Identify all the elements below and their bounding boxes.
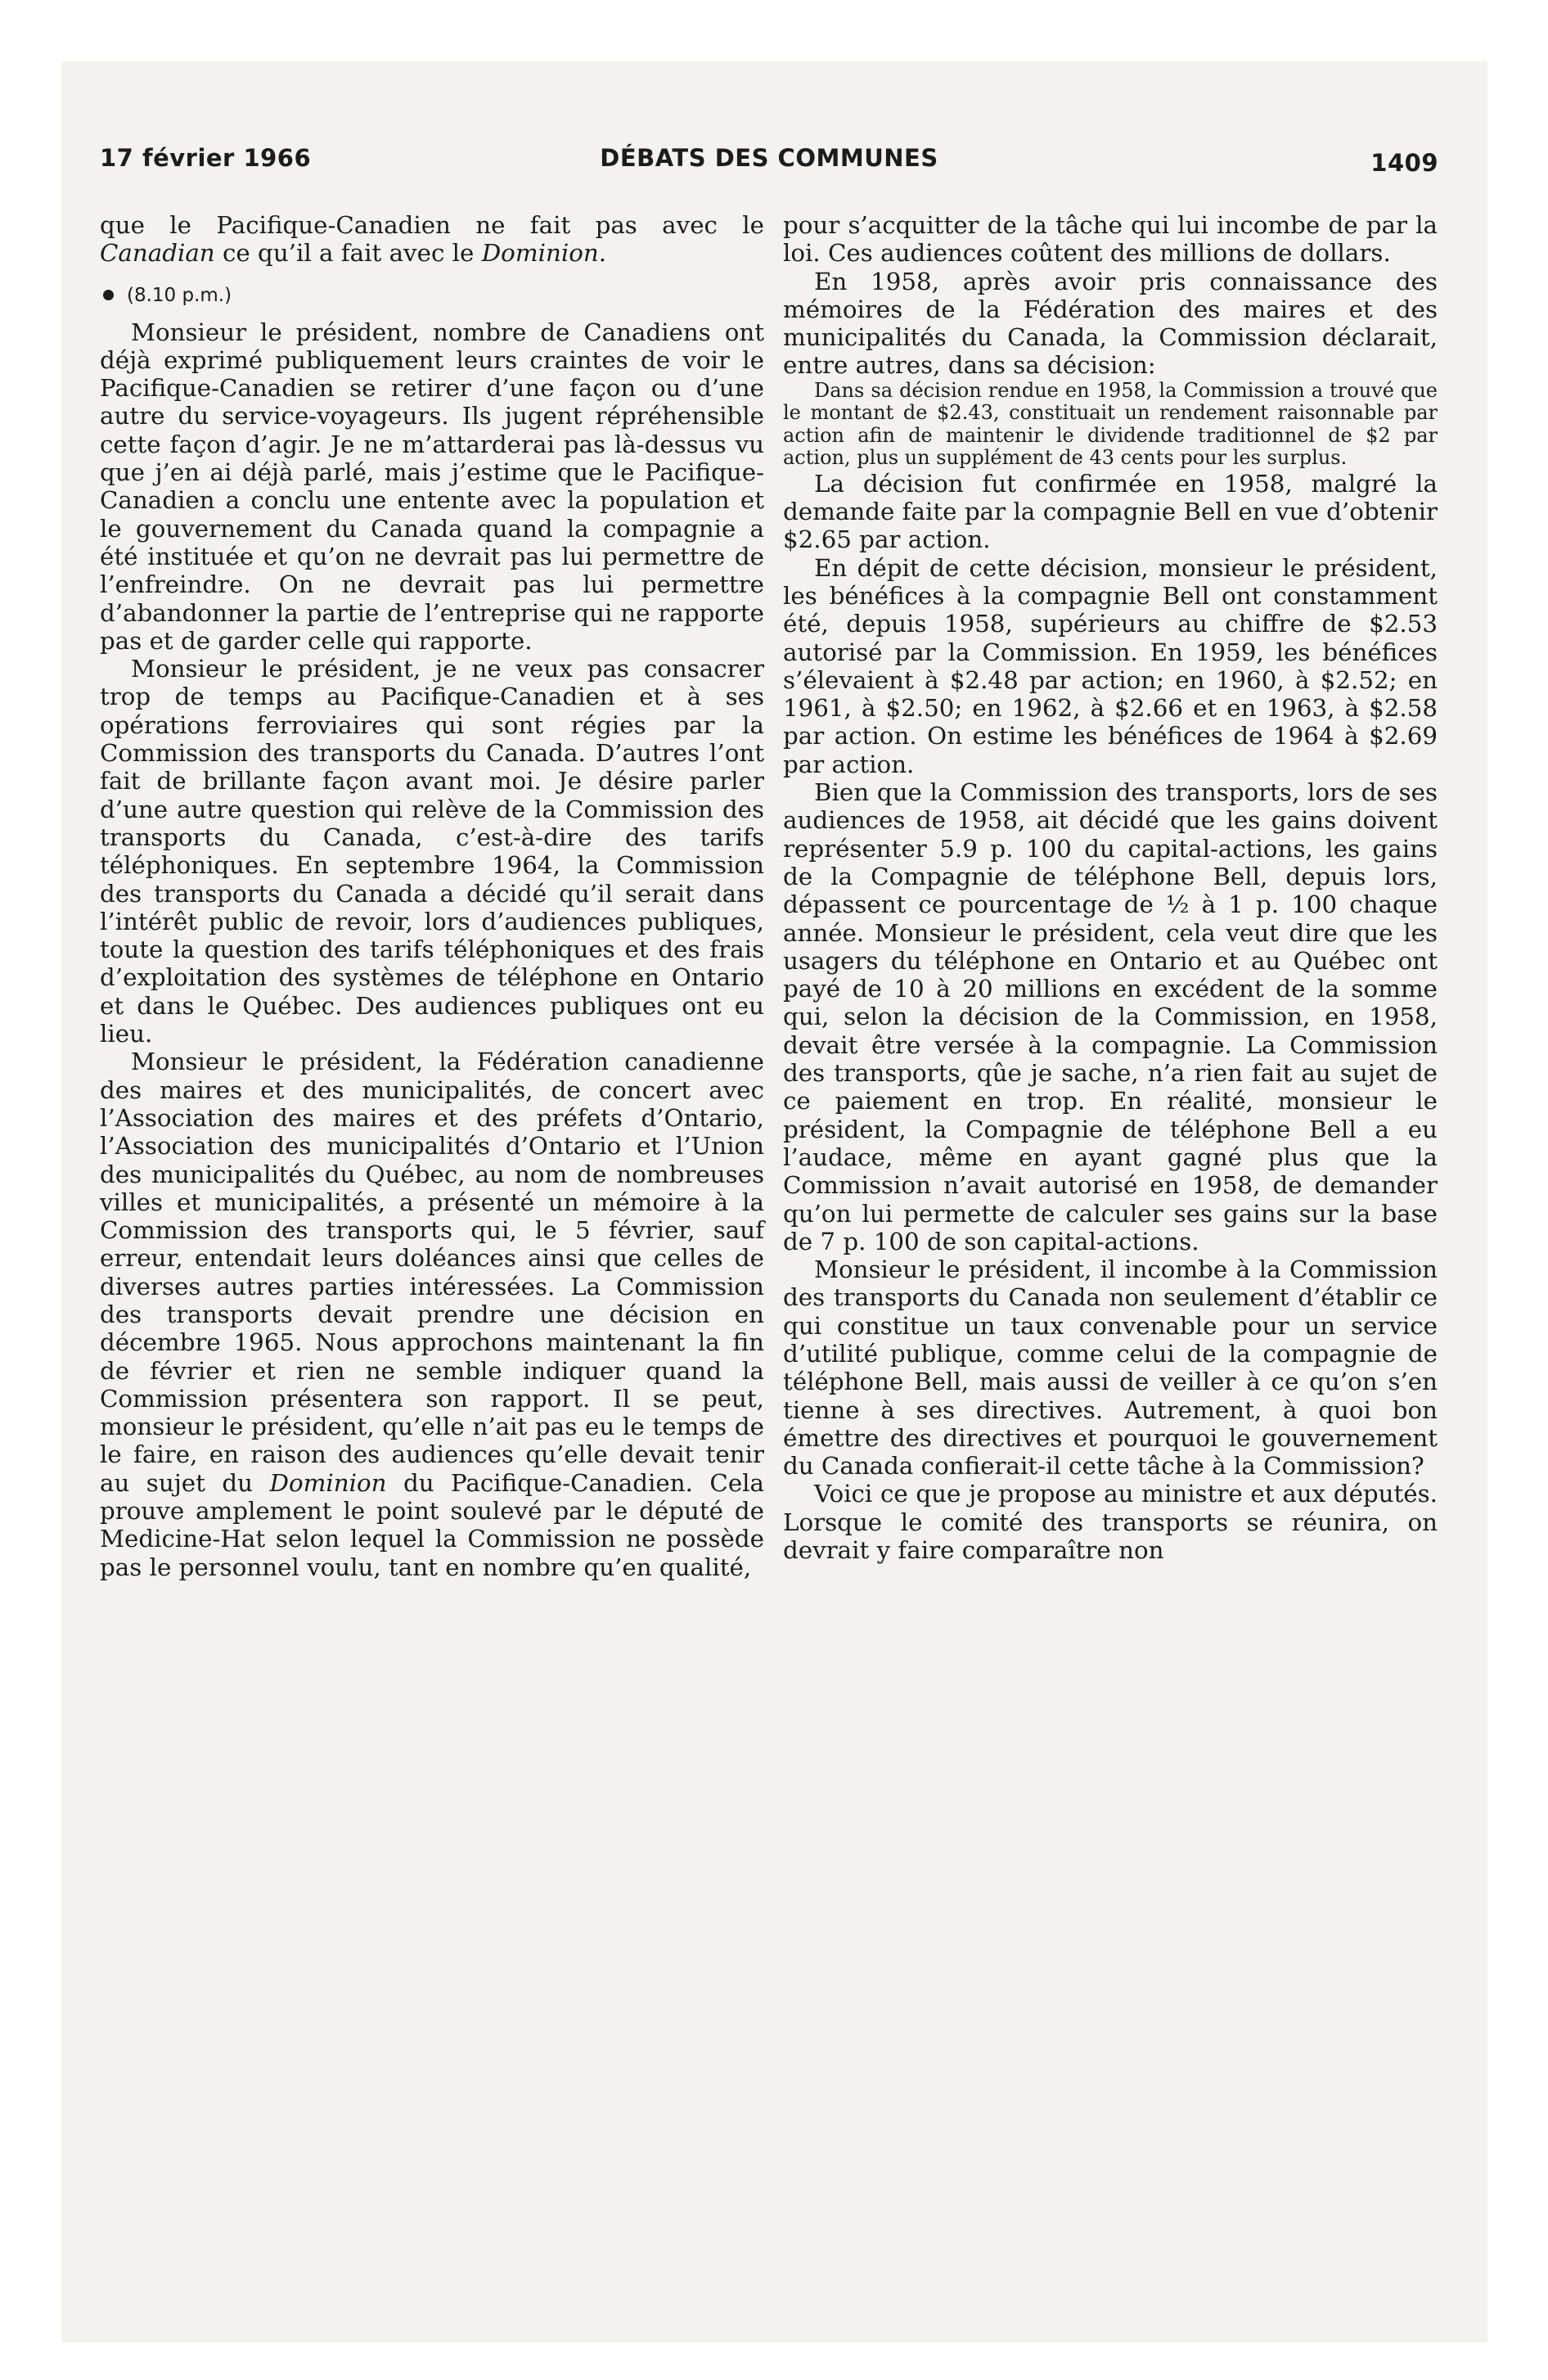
page-number: 1409 <box>1370 149 1438 177</box>
bullet-icon <box>103 290 114 300</box>
paragraph: La décision fut confirmée en 1958, malgré la demande faite par la compagnie Bell en vue d’obtenir $2.65 par action. <box>783 469 1438 554</box>
header-date: 17 février 1966 <box>100 144 312 172</box>
paragraph: En 1958, après avoir pris connaissance des mémoires de la Fédération des maires et des municipalités du Canada, la Commission déclarait, entre autres, dans sa décision: <box>783 267 1438 380</box>
page-header <box>100 144 1438 182</box>
paragraph: Bien que la Commission des transports, lors de ses audiences de 1958, ait décidé que les gains doivent représenter 5.9 p. 100 du capital-actions, les gains de la Compagnie de téléphone Bell, depuis lors, dépassent ce pourcentage de ½ à 1 p. 100 chaque année. Monsieur le président, cela veut dire que les usagers du téléphone en Ontario et au Québec ont payé de 10 à 20 millions en excédent de la somme qui, selon la décision de la Commission, en 1958, devait être versée à la compagnie. La Commission des transports, qûe je sache, n’a rien fait au sujet de ce paiement en trop. En réalité, monsieur le président, la Compagnie de téléphone Bell a eu l’audace, même en ayant gagné plus que la Commission n’avait autorisé en 1958, de demander qu’on lui permette de calculer ses gains sur la base de 7 p. 100 de son capital-actions. <box>783 778 1438 1255</box>
left-column <box>100 211 764 1581</box>
paragraph: Monsieur le président, il incombe à la Commission des transports du Canada non seulement d’établir ce qui constitue un taux convenable pour un service d’utilité publique, comme celui de la compagnie de téléphone Bell, mais aussi de veiller à ce qu’on s’en tienne à ses directives. Autrement, à quoi bon émettre des directives et pourquoi le gouvernement du Canada confierait-il cette tâche à la Commission? <box>783 1255 1438 1481</box>
paragraph: que le Pacifique-Canadien ne fait pas avec le Canadian ce qu’il a fait avec le Dominion. <box>100 211 764 268</box>
time-stamp: (8.10 p.m.) <box>127 284 232 306</box>
time-marker <box>100 284 764 307</box>
paragraph: pour s’acquitter de la tâche qui lui incombe de par la loi. Ces audiences coûtent des millions de dollars. <box>783 211 1438 268</box>
paragraph: Monsieur le président, la Fédération canadienne des maires et des municipalités, de concert avec l’Association des maires et des préfets d’Ontario, l’Association des municipalités d’Ontario et l’Union des municipalités du Québec, au nom de nombreuses villes et municipalités, a présenté un mémoire à la Commission des transports qui, le 5 février, sauf erreur, entendait leurs doléances ainsi que celles de diverses autres parties intéressées. La Commission des transports devait prendre une décision en décembre 1965. Nous approchons maintenant la fin de février et rien ne semble indiquer quand la Commission présentera son rapport. Il se peut, monsieur le président, qu’elle n’ait pas eu le temps de le faire, en raison des audiences qu’elle devait tenir au sujet du Dominion du Pacifique-Canadien. Cela prouve amplement le point soulevé par le député de Medicine-Hat selon lequel la Commission ne possède pas le personnel voulu, tant en nombre qu’en qualité, <box>100 1048 764 1581</box>
right-column <box>783 211 1438 1564</box>
header-title: DÉBATS DES COMMUNES <box>600 144 938 172</box>
paragraph: En dépit de cette décision, monsieur le président, les bénéfices à la compagnie Bell ont constamment été, depuis 1958, supérieurs au chiffre de $2.53 autorisé par la Commission. En 1959, les bénéfices s’élevaient à $2.48 par action; en 1960, à $2.52; en 1961, à $2.50; en 1962, à $2.66 et en 1963, à $2.58 par action. On estime les bénéfices de 1964 à $2.69 par action. <box>783 553 1438 778</box>
paragraph: Monsieur le président, nombre de Canadiens ont déjà exprimé publiquement leurs craintes de voir le Pacifique-Canadien se retirer d’une façon ou d’une autre du service-voyageurs. Ils jugent répréhensible cette façon d’agir. Je ne m’attarderai pas là-dessus vu que j’en ai déjà parlé, mais j’estime que le Pacifique-Canadien a conclu une entente avec la population et le gouvernement du Canada quand la compagnie a été instituée et qu’on ne devrait pas lui permettre de l’enfreindre. On ne devrait pas lui permettre d’abandonner la partie de l’entreprise qui ne rapporte pas et de garder celle qui rapporte. <box>100 318 764 655</box>
paragraph: Monsieur le président, je ne veux pas consacrer trop de temps au Pacifique-Canadien et à ses opérations ferroviaires qui sont régies par la Commission des transports du Canada. D’autres l’ont fait de brillante façon avant moi. Je désire parler d’une autre question qui relève de la Commission des transports du Canada, c’est-à-dire des tarifs téléphoniques. En septembre 1964, la Commission des transports du Canada a décidé qu’il serait dans l’intérêt public de revoir, lors d’audiences publiques, toute la question des tarifs téléphoniques et des frais d’exploitation des systèmes de téléphone en Ontario et dans le Québec. Des audiences publiques ont eu lieu. <box>100 655 764 1048</box>
paragraph: Voici ce que je propose au ministre et aux députés. Lorsque le comité des transports se réunira, on devrait y faire comparaître non <box>783 1480 1438 1565</box>
block-quote: Dans sa décision rendue en 1958, la Commission a trouvé que le montant de $2.43, constituait un rendement raisonnable par action afin de maintenir le dividende traditionnel de $2 par action, plus un supplément de 43 cents pour les surplus. <box>783 378 1438 470</box>
